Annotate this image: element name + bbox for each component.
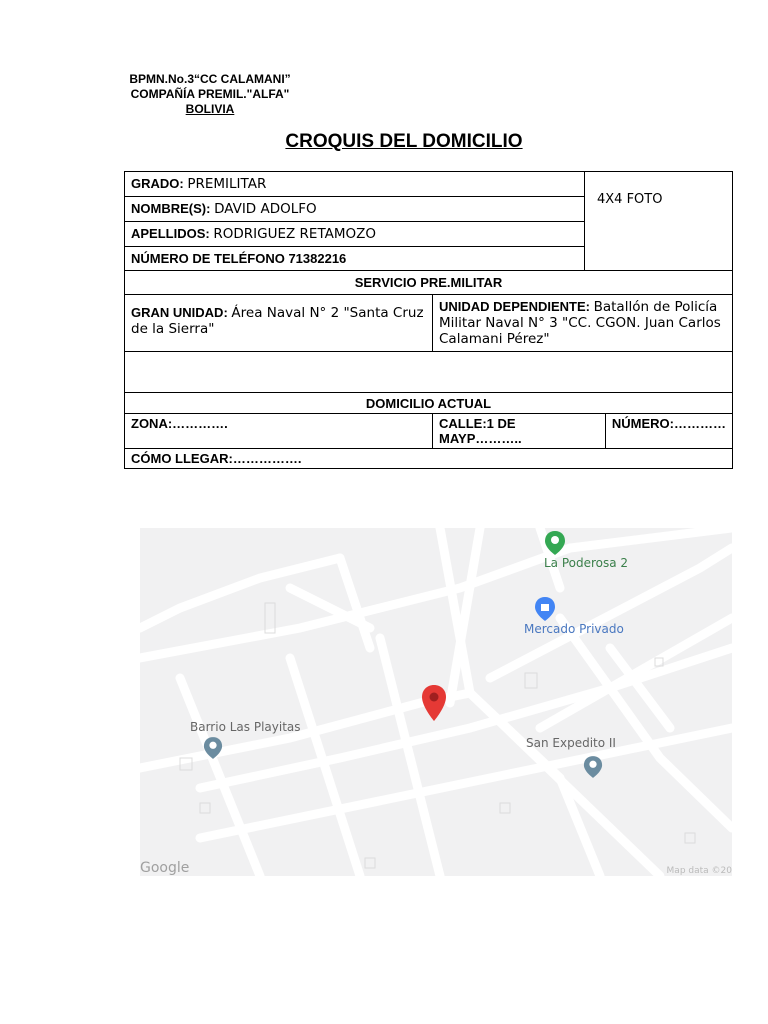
calle-text: CALLE:1 DE MAYP……….. — [433, 414, 606, 448]
gran-unidad-value: Área Naval N° 2 "Santa Cruz de la Sierra" — [131, 305, 424, 337]
location-map[interactable] — [140, 528, 732, 876]
como-llegar-row: CÓMO LLEGAR:……………. — [125, 449, 733, 469]
nombre-label: NOMBRE(S): — [131, 201, 211, 216]
poi-mercado-privado[interactable] — [524, 596, 624, 636]
header-company: COMPAÑÍA PREMIL."ALFA" — [130, 87, 290, 101]
unidad-dependiente-cell — [433, 295, 733, 352]
poi-label: La Poderosa 2 — [544, 556, 629, 570]
poi-barrio-las-playitas[interactable] — [190, 720, 301, 760]
zona-cell — [125, 414, 433, 449]
map-attribution: Map data ©20 — [666, 866, 732, 876]
numero-text: NÚMERO:………… — [611, 416, 726, 431]
nombre-value: DAVID ADOLFO — [214, 201, 317, 217]
grado-row — [125, 172, 585, 197]
servicio-header: SERVICIO PRE.MILITAR — [125, 271, 733, 295]
location-marker-icon[interactable] — [421, 684, 447, 722]
apellidos-label: APELLIDOS: — [131, 226, 210, 241]
calle-numero-cell — [433, 414, 733, 449]
poi-la-poderosa[interactable] — [544, 530, 628, 570]
personal-data-table — [124, 171, 733, 469]
tree-icon — [544, 530, 566, 556]
document-title: CROQUIS DEL DOMICILIO — [285, 131, 523, 152]
poi-san-expedito[interactable] — [526, 736, 616, 779]
domicilio-header: DOMICILIO ACTUAL — [125, 393, 733, 414]
telefono-row: NÚMERO DE TELÉFONO 71382216 — [125, 247, 585, 271]
gran-unidad-cell — [125, 295, 433, 352]
header-country: BOLIVIA — [185, 102, 235, 116]
poi-label: Barrio Las Playitas — [190, 720, 301, 734]
place-pin-icon — [583, 755, 603, 779]
empty-row — [125, 352, 733, 393]
header-unit: BPMN.No.3“CC CALAMANI” — [129, 72, 291, 86]
zona-text: ZONA:…………. — [131, 416, 228, 431]
shopping-bag-icon — [534, 596, 556, 622]
unidad-dependiente-label: UNIDAD DEPENDIENTE: — [439, 299, 590, 314]
place-pin-icon — [203, 736, 223, 760]
gran-unidad-label: GRAN UNIDAD: — [131, 305, 228, 320]
grado-value: PREMILITAR — [187, 176, 267, 192]
grado-label: GRADO: — [131, 176, 184, 191]
photo-box: 4X4 FOTO — [585, 172, 733, 271]
poi-label: San Expedito II — [526, 736, 616, 750]
document-header — [110, 72, 310, 117]
poi-label: Mercado Privado — [524, 622, 624, 636]
google-logo: Google — [140, 860, 190, 876]
apellidos-value: RODRIGUEZ RETAMOZO — [213, 226, 377, 242]
nombre-row — [125, 197, 585, 222]
apellidos-row — [125, 222, 585, 247]
unidad-dependiente-value: Batallón de Policía Militar Naval N° 3 "CC. CGON. Juan Carlos Calamani Pérez" — [439, 299, 721, 347]
